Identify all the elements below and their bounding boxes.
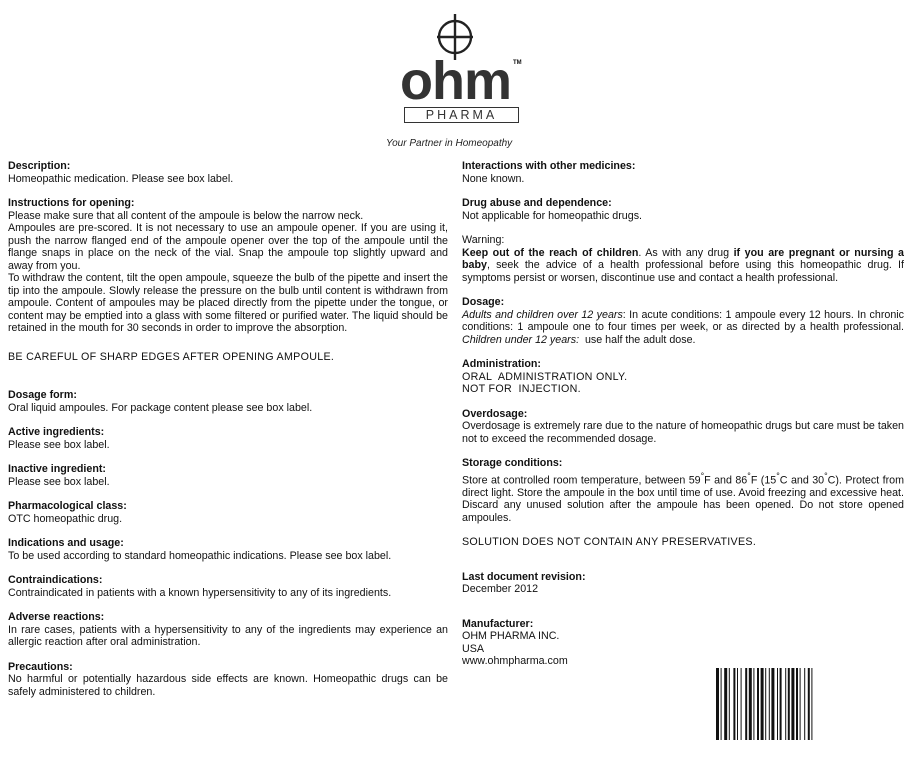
caution-notice: BE CAREFUL OF SHARP EDGES AFTER OPENING AMPOULE.: [8, 350, 335, 363]
storage-text: C and 30: [779, 474, 825, 487]
barcode-bar: [777, 668, 778, 740]
storage-section: [462, 457, 904, 524]
warning-section: [462, 234, 904, 284]
barcode-bar: [757, 668, 759, 740]
barcode-bar: [749, 668, 752, 740]
section-text: [462, 247, 904, 285]
active-ingredients-section: [8, 426, 448, 451]
section-title: Warning:: [462, 234, 505, 246]
contraindications-section: [8, 574, 448, 599]
manufacturer-website: www.ohmpharma.com: [462, 655, 568, 668]
section-text: [462, 309, 904, 347]
storage-text: Store at controlled room temperature, between 59: [462, 474, 701, 487]
section-text: December 2012: [462, 583, 539, 596]
section-title: Dosage:: [462, 296, 505, 308]
barcode-bar: [737, 668, 738, 740]
degree-mark: °: [747, 470, 751, 481]
section-title: Overdosage:: [462, 407, 528, 420]
storage-text: F and 86: [704, 474, 748, 487]
section-text: Ampoules are pre-scored. It is not necessary to use an ampoule opener. If you are using it, push the narrow flanged end of the ampoule opener over the top of the ampoule until the flange snaps in place on the neck of the vial. Snap the ampoule top slightly upward and away from you.: [8, 222, 448, 272]
section-text: NOT FOR INJECTION.: [462, 383, 581, 395]
overdosage-section: [462, 408, 904, 446]
degree-mark: °: [776, 470, 780, 481]
precautions-section: [8, 661, 448, 699]
trademark-mark: TM: [513, 60, 522, 66]
header: [0, 0, 915, 160]
barcode-bar: [800, 668, 801, 740]
manufacturer-country: USA: [462, 642, 484, 655]
interactions-section: [462, 160, 904, 185]
section-text: In rare cases, patients with a hypersensitivity to any of the ingredients may experience an allergic reaction after oral administration.: [8, 623, 448, 648]
adverse-reactions-section: [8, 611, 448, 649]
degree-mark: °: [700, 470, 705, 481]
manufacturer-name: OHM PHARMA INC.: [462, 630, 560, 643]
section-text: None known.: [462, 172, 525, 185]
dosage-section: [462, 296, 904, 346]
section-text: Oral liquid ampoules. For package content please see box label.: [8, 401, 313, 414]
section-text: OTC homeopathic drug.: [8, 512, 123, 525]
section-title: Adverse reactions:: [8, 611, 105, 623]
degree-mark: °: [824, 470, 828, 481]
administration-section: [462, 358, 904, 396]
section-title: Storage conditions:: [462, 457, 563, 469]
section-title: Instructions for opening:: [8, 197, 135, 209]
section-title: Indications and usage:: [8, 537, 124, 549]
barcode-bar: [771, 668, 774, 740]
section-text: Please see box label.: [8, 475, 110, 488]
section-title: Last document revision:: [462, 570, 586, 583]
tagline: Your Partner in Homeopathy: [386, 138, 513, 149]
brand-name: ohm: [400, 51, 511, 111]
section-title: Description:: [8, 160, 71, 172]
revision-section: [462, 571, 904, 596]
section-title: Contraindications:: [8, 574, 103, 586]
section-text: No harmful or potentially hazardous side effects are known. Homeopathic drugs can be safely administered to children.: [8, 673, 448, 698]
drug-abuse-section: [462, 197, 904, 222]
section-title: Active ingredients:: [8, 426, 105, 438]
section-title: Administration:: [462, 358, 541, 370]
barcode-bar: [729, 668, 730, 740]
section-text: ORAL ADMINISTRATION ONLY.: [462, 370, 628, 383]
section-title: Manufacturer:: [462, 617, 534, 630]
section-title: Drug abuse and dependence:: [462, 197, 612, 209]
barcode-bar: [791, 668, 794, 740]
warning-bold-text: Keep out of the reach of children: [462, 246, 639, 259]
barcode-bar: [769, 668, 770, 740]
preservatives-notice: SOLUTION DOES NOT CONTAIN ANY PRESERVATIVES.: [462, 536, 757, 549]
barcode-bar: [796, 668, 798, 740]
barcode-bar: [808, 668, 810, 740]
instructions-section: [8, 197, 448, 335]
pharmacological-class-section: [8, 500, 448, 525]
section-text: Please see box label.: [8, 438, 110, 451]
left-column: [8, 160, 448, 710]
section-text: To be used according to standard homeopathic indications. Please see box label.: [8, 549, 392, 562]
barcode-bar: [716, 668, 719, 740]
section-text: Contraindicated in patients with a known hypersensitivity to any of its ingredients.: [8, 586, 392, 599]
indications-section: [8, 537, 448, 562]
barcode-bar: [788, 668, 790, 740]
inactive-ingredient-section: [8, 463, 448, 488]
section-title: Inactive ingredient:: [8, 463, 106, 475]
warning-text: , seek the advice of a health professional before using this homeopathic drug. If symptoms persist or worsen, discontinue use and contact a health professional.: [462, 259, 904, 284]
barcode-bar: [745, 668, 747, 740]
description-section: [8, 160, 448, 185]
manufacturer-section: [462, 618, 904, 668]
dosage-text: : In acute conditions: 1 ampoule every 12 hours. In chronic conditions: 1 ampoule one to four times per week, or as directed by a health professional.: [462, 308, 904, 333]
section-text: Please make sure that all content of the ampoule is below the narrow neck.: [8, 209, 364, 222]
barcode-icon: [716, 668, 896, 740]
barcode-bar: [741, 668, 742, 740]
storage-text: F (15: [750, 474, 777, 487]
section-text: To withdraw the content, tilt the open ampoule, squeeze the bulb of the pipette and insert the tip into the ampoule. Slowly release the pressure on the bulb until content is withdrawn from ampoule. Content of ampoules may be placed directly from the pipette under the tongue, or content may be emptied into a glass with some filtered or purified water. The liquid should be retained in the mouth for 30 seconds in order to improve the absorption.: [8, 272, 448, 334]
right-column: [462, 160, 904, 680]
barcode-bar: [733, 668, 735, 740]
barcode-bar: [785, 668, 786, 740]
warning-text: . As with any drug: [638, 246, 734, 259]
barcode-bar: [804, 668, 805, 740]
section-text: Homeopathic medication. Please see box label.: [8, 172, 234, 185]
barcode-bar: [753, 668, 754, 740]
section-text: Not applicable for homeopathic drugs.: [462, 209, 643, 222]
barcode-bar: [724, 668, 727, 740]
section-title: Pharmacological class:: [8, 500, 127, 512]
brand-subtitle: PHARMA: [404, 107, 519, 123]
dosage-form-section: [8, 389, 448, 414]
barcode-bar: [761, 668, 764, 740]
section-title: Dosage form:: [8, 389, 77, 401]
barcode-bar: [811, 668, 812, 740]
dosage-italic-text: Adults and children over 12 years: [462, 308, 623, 321]
storage-text: C). Protect from direct light. Store the ampoule in the box until time of use. Avoid freezing and excessive heat. Discard any unused solution after the ampoule has been opened. Do not store opened ampoules.: [462, 474, 904, 524]
section-text: Overdosage is extremely rare due to the nature of homeopathic drugs but care must be taken not to exceed the recommended dosage.: [462, 420, 904, 445]
section-title: Interactions with other medicines:: [462, 160, 636, 172]
warning-bold-text: if you are pregnant or nursing a baby: [462, 246, 904, 271]
barcode-bar: [780, 668, 782, 740]
barcode-bar: [721, 668, 722, 740]
dosage-text: use half the adult dose.: [579, 333, 696, 346]
barcode-bar: [765, 668, 766, 740]
section-title: Precautions:: [8, 660, 73, 673]
section-text: [462, 470, 904, 525]
dosage-italic-text: Children under 12 years:: [462, 333, 580, 346]
